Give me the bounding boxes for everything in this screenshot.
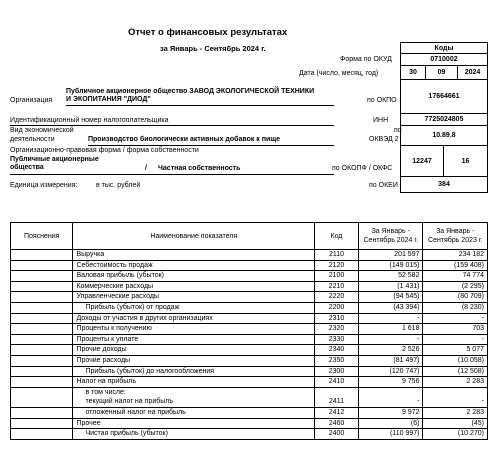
row-prev: (12 508) [423, 366, 488, 377]
table-row [11, 292, 488, 303]
okved-label-1: по [394, 127, 402, 134]
row-cur: (6) [359, 418, 423, 429]
row-name: Валовая прибыль (убыток) [73, 271, 315, 282]
row-code: 2100 [315, 271, 359, 282]
row-prev: (10 058) [423, 355, 488, 366]
row-cur: (110 997) [359, 429, 423, 440]
row-cur: (43 394) [359, 302, 423, 313]
row-prev: (10 270) [423, 429, 488, 440]
inn-label: Идентификационный номер налогоплательщика [10, 117, 169, 124]
row-code: 2340 [315, 345, 359, 356]
table-row [11, 281, 488, 292]
form-value-line-2: общества [10, 164, 44, 171]
table-row [11, 355, 488, 366]
row-cur: - [359, 387, 423, 407]
okpo-value: 17664661 [400, 79, 488, 114]
row-name: Коммерческие расходы [73, 281, 315, 292]
org-underline [66, 105, 334, 106]
row-code: 2200 [315, 302, 359, 313]
row-name: Налог на прибыль [73, 377, 315, 388]
report-title: Отчет о финансовых результатах [128, 27, 288, 38]
okopf-label: по ОКОПФ / ОКФС [332, 165, 393, 172]
row-cur: (81 497) [359, 355, 423, 366]
financial-results-table [10, 222, 488, 440]
col-explanations: Пояснения [11, 223, 73, 250]
inn-underline [10, 125, 334, 126]
okopf-value: 12247 [400, 145, 444, 177]
row-name: Проценты к уплате [73, 334, 315, 345]
row-code: 2300 [315, 366, 359, 377]
row-name: в том числе: [85, 388, 126, 396]
row-prev: 2 283 [423, 407, 488, 418]
col-previous-period: За Январь - Сентябрь 2023 г. [423, 223, 488, 250]
row-code: 2330 [315, 334, 359, 345]
row-name: Прибыль (убыток) до налогообложения [73, 366, 315, 377]
row-code: 2120 [315, 260, 359, 271]
row-name: Доходы от участия в других организациях [73, 313, 315, 324]
row-prev: (8 230) [423, 302, 488, 313]
okei-label: по ОКЕИ [369, 182, 398, 189]
table-row [11, 271, 488, 282]
row-cur: 1 618 [359, 324, 423, 335]
unit-label: Единица измерения: [10, 182, 78, 189]
table-row [11, 302, 488, 313]
row-code: 2460 [315, 418, 359, 429]
activity-value: Производство биологически активных добавок к пище [88, 136, 281, 143]
row-name-sub: текущий налог на прибыль [85, 398, 174, 406]
table-row [11, 250, 488, 261]
ownership-value: Частная собственность [158, 165, 241, 172]
inn-value: 7725024805 [400, 113, 488, 126]
form-value-line-1: Публичные акционерные [10, 156, 99, 163]
row-name: Себестоимость продаж [73, 260, 315, 271]
row-code: 2320 [315, 324, 359, 335]
row-prev: 234 182 [423, 250, 488, 261]
table-header-row [11, 223, 488, 250]
okei-value: 384 [400, 176, 488, 193]
row-name: Выручка [73, 250, 315, 261]
table-row [11, 366, 488, 377]
col-name: Наименование показателя [73, 223, 315, 250]
row-cur: 9 756 [359, 377, 423, 388]
table-row [11, 260, 488, 271]
row-prev: - [423, 313, 488, 324]
row-cur: 2 526 [359, 345, 423, 356]
row-code: 2400 [315, 429, 359, 440]
activity-label-1: Вид экономической [10, 127, 74, 134]
row-code: 2310 [315, 313, 359, 324]
row-name: Проценты к получению [73, 324, 315, 335]
row-name: Прочие расходы [73, 355, 315, 366]
table-row [11, 313, 488, 324]
date-day: 30 [400, 65, 426, 80]
report-period: за Январь - Сентябрь 2024 г. [160, 44, 266, 53]
form-label: Организационно-правовая форма / форма собственности [10, 147, 199, 154]
row-name: Чистая прибыль (убыток) [73, 429, 315, 440]
row-code: 2412 [315, 407, 359, 418]
org-name-line-2: И ЭКОПИТАНИЯ "ДИОД" [66, 96, 151, 103]
table-row [11, 429, 488, 440]
org-label: Организация [10, 97, 53, 104]
row-cur: 9 972 [359, 407, 423, 418]
table-row [11, 418, 488, 429]
form-separator: / [145, 165, 147, 172]
row-prev: (159 408) [423, 260, 488, 271]
okved-label-2: ОКВЭД 2 [369, 136, 399, 143]
okved-value: 10.89.8 [400, 125, 488, 146]
row-name: Прибыль (убыток) от продаж [73, 302, 315, 313]
form-underline [10, 174, 334, 175]
table-row [11, 324, 488, 335]
row-prev: 703 [423, 324, 488, 335]
row-cur: 52 582 [359, 271, 423, 282]
unit-value: в тыс. рублей [96, 182, 141, 189]
row-code: 2350 [315, 355, 359, 366]
table-row [11, 377, 488, 388]
table-row [11, 387, 488, 407]
activity-label-2: деятельности [10, 136, 55, 143]
row-code: 2110 [315, 250, 359, 261]
row-cur: - [359, 334, 423, 345]
row-name: Управленческие расходы [73, 292, 315, 303]
row-cur: - [359, 313, 423, 324]
col-current-period: За Январь - Сентябрь 2024 г. [359, 223, 423, 250]
date-label: Дата (число, месяц, год) [299, 70, 379, 77]
row-code: 2411 [315, 387, 359, 407]
row-cur: (1 431) [359, 281, 423, 292]
row-prev: (2 295) [423, 281, 488, 292]
okud-label: Форма по ОКУД [340, 56, 392, 63]
date-year: 2024 [457, 65, 488, 80]
row-cur: 201 597 [359, 250, 423, 261]
col-code: Код [315, 223, 359, 250]
row-name: отложенный налог на прибыль [73, 407, 315, 418]
okfs-value: 16 [443, 145, 488, 177]
row-code: 2210 [315, 281, 359, 292]
row-code: 2410 [315, 377, 359, 388]
table-row [11, 334, 488, 345]
table-row [11, 345, 488, 356]
row-code: 2220 [315, 292, 359, 303]
row-prev: 5 077 [423, 345, 488, 356]
row-cur: (94 545) [359, 292, 423, 303]
codes-header: Коды [400, 42, 488, 54]
row-prev: (45) [423, 418, 488, 429]
inn-code-label: ИНН [373, 117, 389, 124]
table-row [11, 407, 488, 418]
org-name-line-1: Публичное акционерное общество ЗАВОД ЭКОЛОГИЧЕСКОЙ ТЕХНИКИ [66, 88, 315, 95]
okpo-label: по ОКПО [367, 97, 397, 104]
row-name: Прочие доходы [73, 345, 315, 356]
row-prev: - [423, 387, 488, 407]
row-prev: 74 774 [423, 271, 488, 282]
date-month: 09 [425, 65, 458, 80]
row-name: Прочее [73, 418, 315, 429]
row-cur: (120 747) [359, 366, 423, 377]
okud-value: 0710002 [400, 53, 488, 66]
row-cur: (149 015) [359, 260, 423, 271]
row-prev: - [423, 334, 488, 345]
row-prev: 2 283 [423, 377, 488, 388]
activity-underline [88, 145, 334, 146]
row-prev: (80 709) [423, 292, 488, 303]
